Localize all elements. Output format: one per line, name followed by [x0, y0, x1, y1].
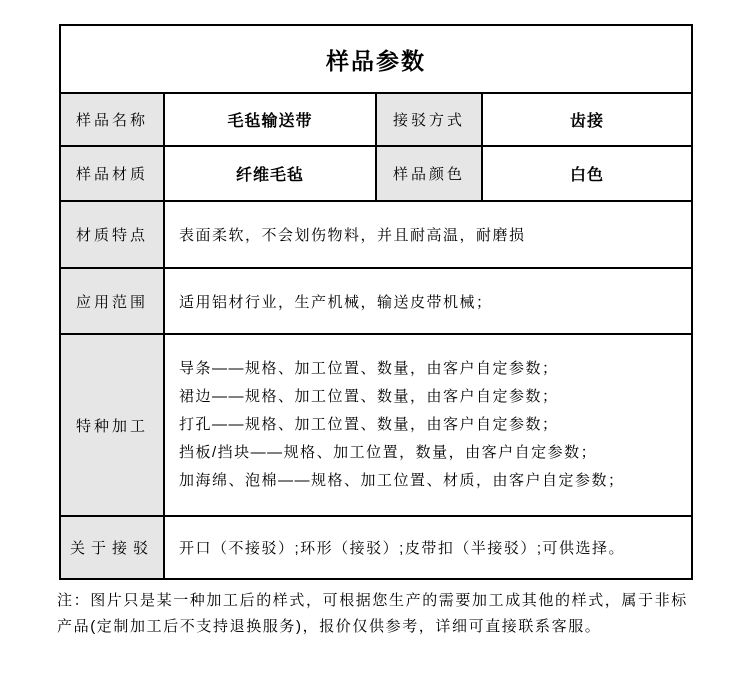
label-joint-method: 接驳方式 — [376, 93, 482, 146]
label-material-features: 材质特点 — [60, 201, 164, 268]
row-sample-name — [60, 93, 692, 146]
table-title: 样品参数 — [60, 25, 692, 93]
footer-note-line-1: 注：图片只是某一种加工后的样式，可根据您生产的需要加工成其他的样式，属于非标 — [57, 592, 688, 609]
special-line-guide-strip: 导条——规格、加工位置、数量，由客户自定参数； — [179, 360, 559, 377]
label-application-scope: 应用范围 — [60, 268, 164, 334]
value-special-processing — [164, 334, 692, 516]
special-line-sponge-foam: 加海绵、泡棉——规格、加工位置、材质，由客户自定参数； — [179, 472, 625, 489]
row-sample-material — [60, 146, 692, 201]
value-sample-name: 毛毡输送带 — [164, 93, 376, 146]
row-special-processing — [60, 334, 692, 516]
label-about-joint: 关于接驳 — [60, 516, 164, 579]
label-special-processing: 特种加工 — [60, 334, 164, 516]
special-line-baffle: 挡板/挡块——规格、加工位置，数量，由客户自定参数； — [179, 444, 598, 461]
label-sample-name: 样品名称 — [60, 93, 164, 146]
special-line-punching: 打孔——规格、加工位置、数量，由客户自定参数； — [179, 416, 559, 433]
row-application-scope — [60, 268, 692, 334]
row-about-joint — [60, 516, 692, 579]
footer-note-line-2: 产品(定制加工后不支持退换服务)，报价仅供参考，详细可直接联系客服。 — [57, 618, 602, 635]
special-processing-lines — [165, 353, 691, 497]
footer-note — [57, 588, 702, 640]
value-sample-material: 纤维毛毡 — [164, 146, 376, 201]
value-material-features: 表面柔软，不会划伤物料，并且耐高温，耐磨损 — [164, 201, 692, 268]
table-title-row — [60, 25, 692, 93]
special-line-skirt-edge: 裙边——规格、加工位置、数量，由客户自定参数； — [179, 388, 559, 405]
label-sample-material: 样品材质 — [60, 146, 164, 201]
sample-parameters-table — [59, 24, 693, 580]
label-sample-color: 样品颜色 — [376, 146, 482, 201]
value-joint-method: 齿接 — [482, 93, 692, 146]
value-sample-color: 白色 — [482, 146, 692, 201]
value-application-scope: 适用铝材行业，生产机械，输送皮带机械； — [164, 268, 692, 334]
value-about-joint: 开口（不接驳）;环形（接驳）;皮带扣（半接驳）;可供选择。 — [164, 516, 692, 579]
row-material-features — [60, 201, 692, 268]
